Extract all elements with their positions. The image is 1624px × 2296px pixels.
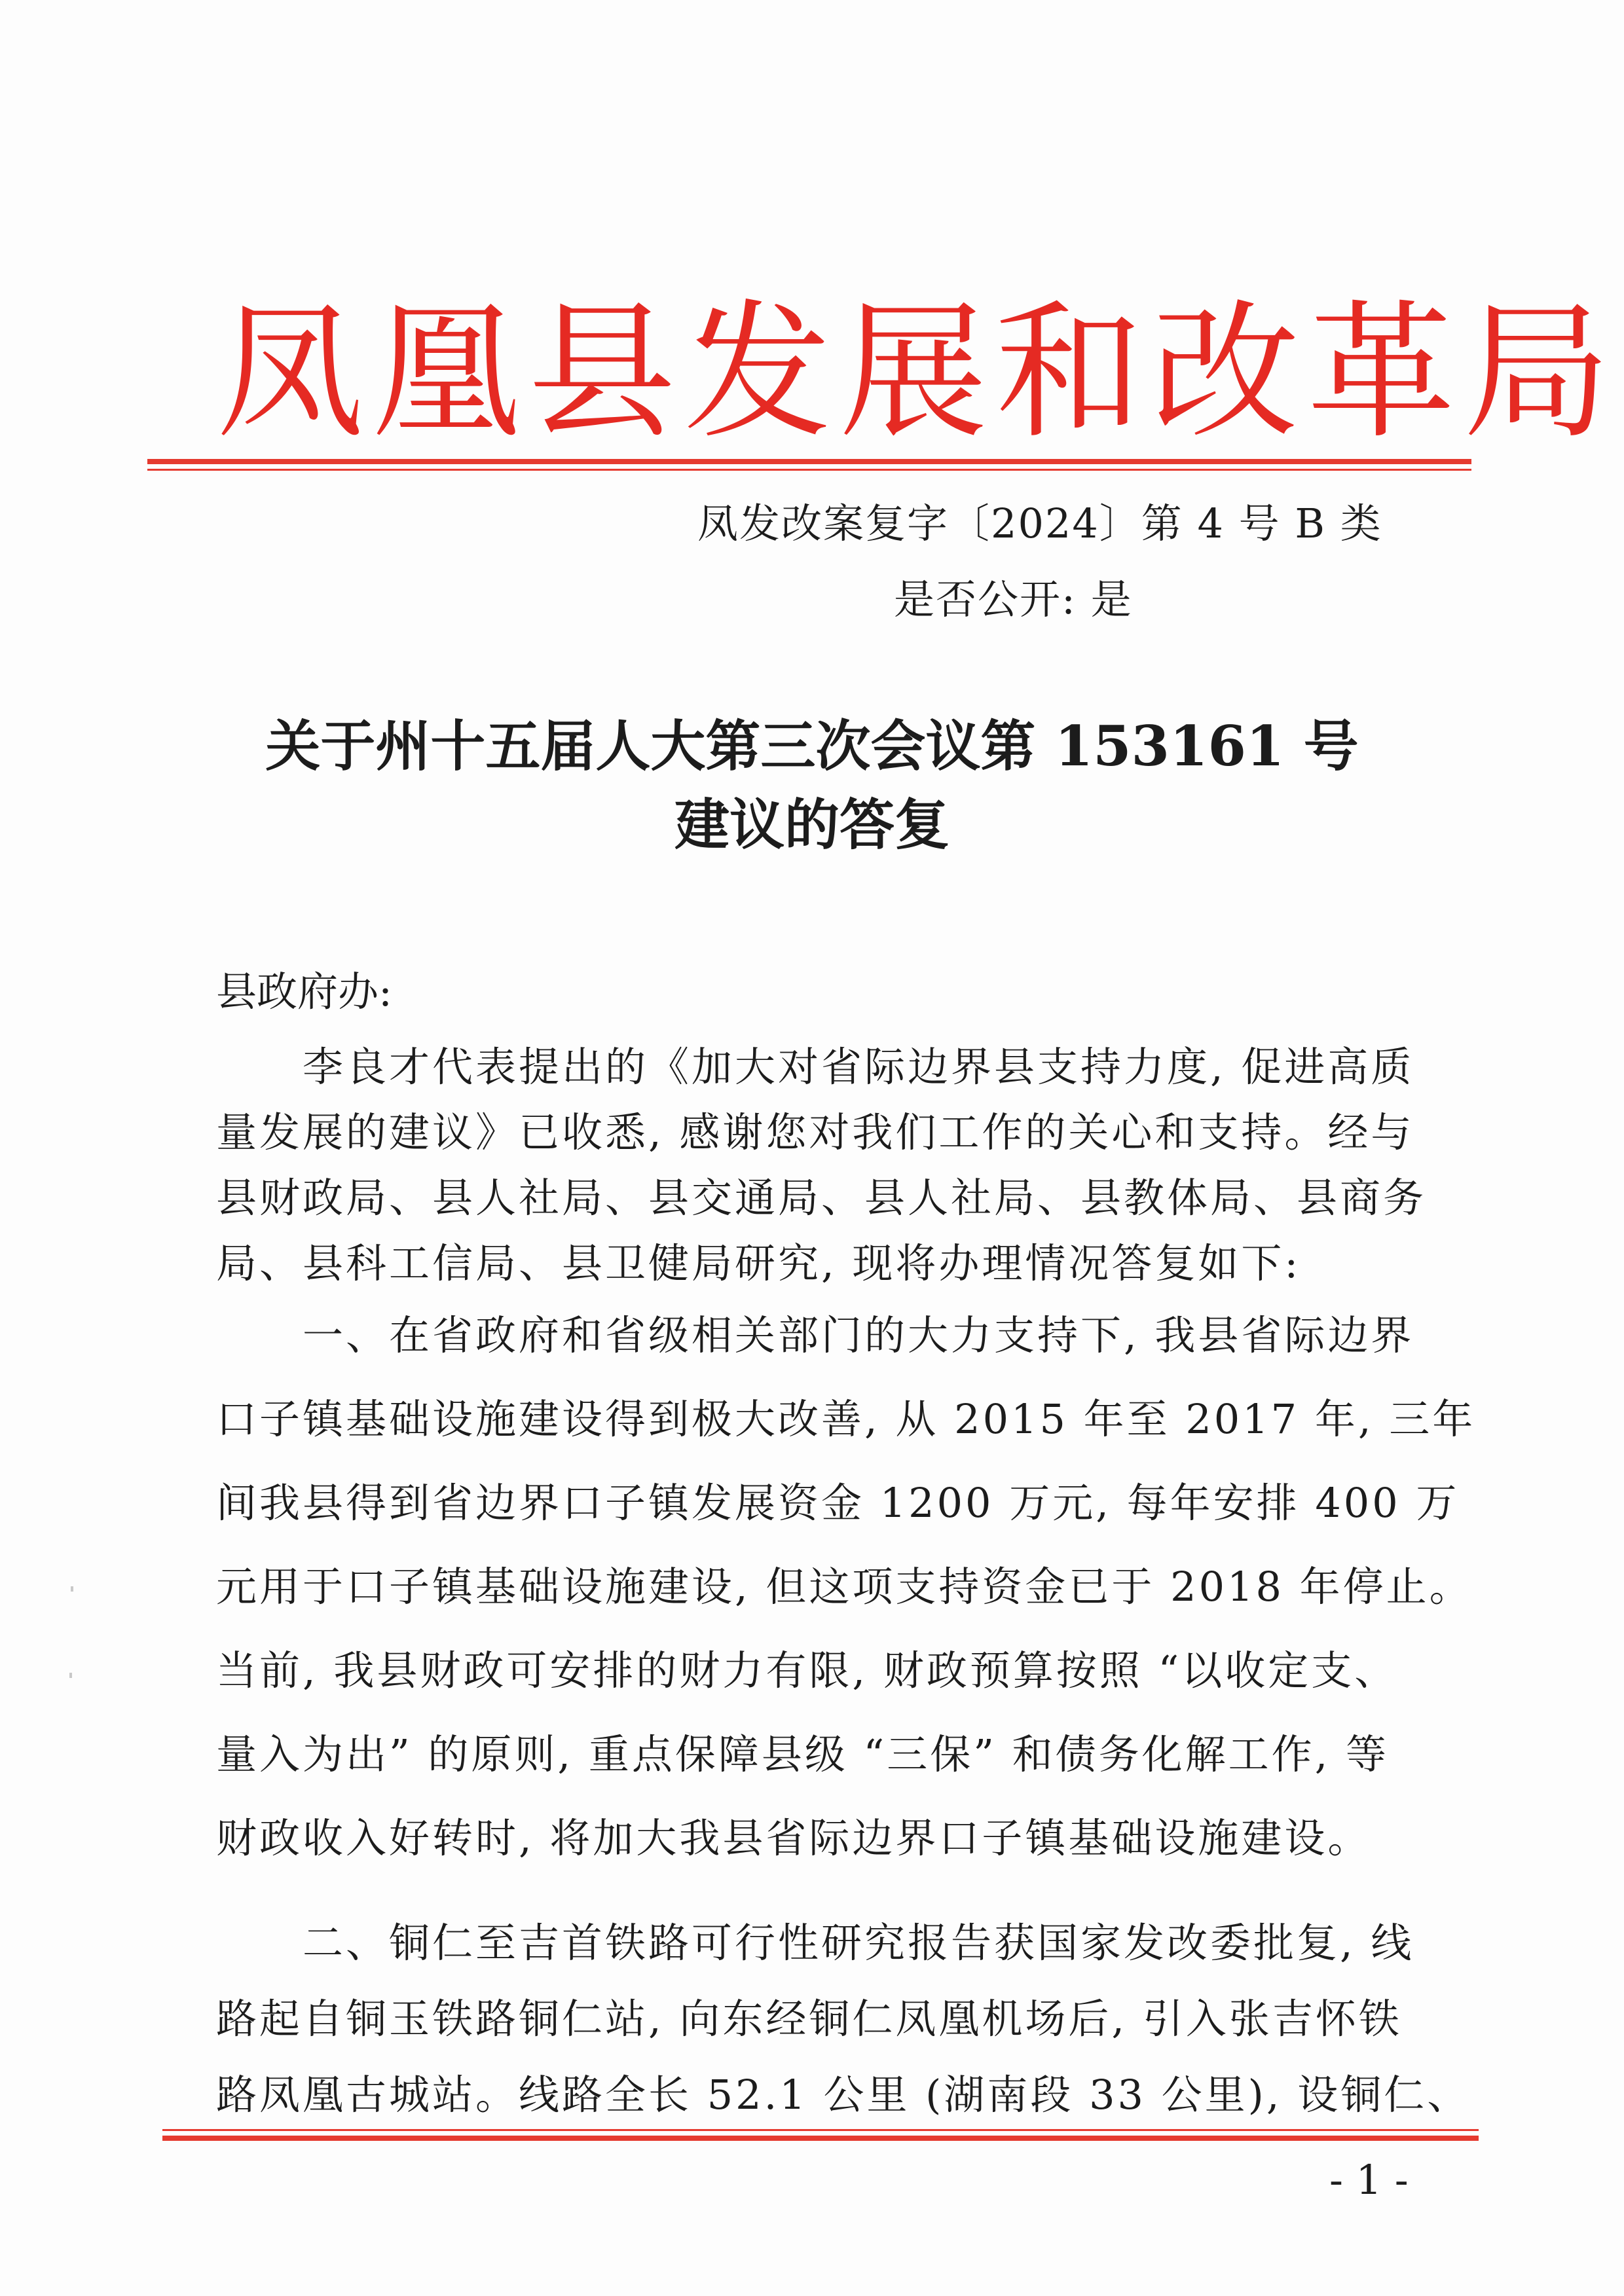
text-line: 李良才代表提出的《加大对省际边界县支持力度, 促进高质 — [216, 1043, 1414, 1091]
header-rule-thick — [147, 459, 1471, 464]
title-line-1: 关于州十五届人大第三次会议第 153161 号 — [265, 714, 1359, 778]
text-line: 二、铜仁至吉首铁路可行性研究报告获国家发改委批复, 线 — [216, 1919, 1414, 1967]
footer-rule-thin — [162, 2129, 1479, 2131]
document-number: 凤发改案复字〔2024〕第 4 号 B 类 — [697, 500, 1382, 547]
text-line: 局、县科工信局、县卫健局研究, 现将办理情况答复如下: — [216, 1239, 1301, 1287]
organization-header: 凤凰县发展和改革局 — [216, 287, 1619, 459]
recipient: 县政府办: — [216, 968, 392, 1015]
paragraph-section-2 — [216, 1905, 1471, 2133]
page-number: - 1 - — [1329, 2156, 1409, 2204]
header-rule-thin — [147, 469, 1471, 471]
scan-speck — [71, 1586, 73, 1592]
text-line: 财政收入好转时, 将加大我县省际边界口子镇基础设施建设。 — [216, 1814, 1371, 1862]
text-line: 路凤凰古城站。线路全长 52.1 公里 (湖南段 33 公里), 设铜仁、 — [216, 2071, 1471, 2119]
text-line: 元用于口子镇基础设施建设, 但这项支持资金已于 2018 年停止。 — [216, 1563, 1473, 1611]
paragraph-section-1 — [216, 1294, 1476, 1880]
text-line: 当前, 我县财政可安排的财力有限, 财政预算按照 “以收定支、 — [216, 1647, 1398, 1694]
text-line: 口子镇基础设施建设得到极大改善, 从 2015 年至 2017 年, 三年 — [216, 1395, 1476, 1443]
text-line: 一、在省政府和省级相关部门的大力支持下, 我县省际边界 — [216, 1311, 1414, 1359]
text-line: 量入为出” 的原则, 重点保障县级 “三保” 和债务化解工作, 等 — [216, 1730, 1390, 1778]
paragraph-intro — [216, 1034, 1427, 1296]
public-disclosure-flag: 是否公开: 是 — [894, 575, 1133, 623]
text-line: 县财政局、县人社局、县交通局、县人社局、县教体局、县商务 — [216, 1174, 1427, 1222]
document-title — [216, 707, 1408, 864]
scan-speck — [69, 1673, 72, 1678]
text-line: 路起自铜玉铁路铜仁站, 向东经铜仁凤凰机场后, 引入张吉怀铁 — [216, 1995, 1402, 2043]
title-line-2: 建议的答复 — [674, 792, 950, 857]
text-line: 量发展的建议》已收悉, 感谢您对我们工作的关心和支持。经与 — [216, 1108, 1414, 1156]
text-line: 间我县得到省边界口子镇发展资金 1200 万元, 每年安排 400 万 — [216, 1479, 1460, 1527]
footer-rule-thick — [162, 2136, 1479, 2141]
